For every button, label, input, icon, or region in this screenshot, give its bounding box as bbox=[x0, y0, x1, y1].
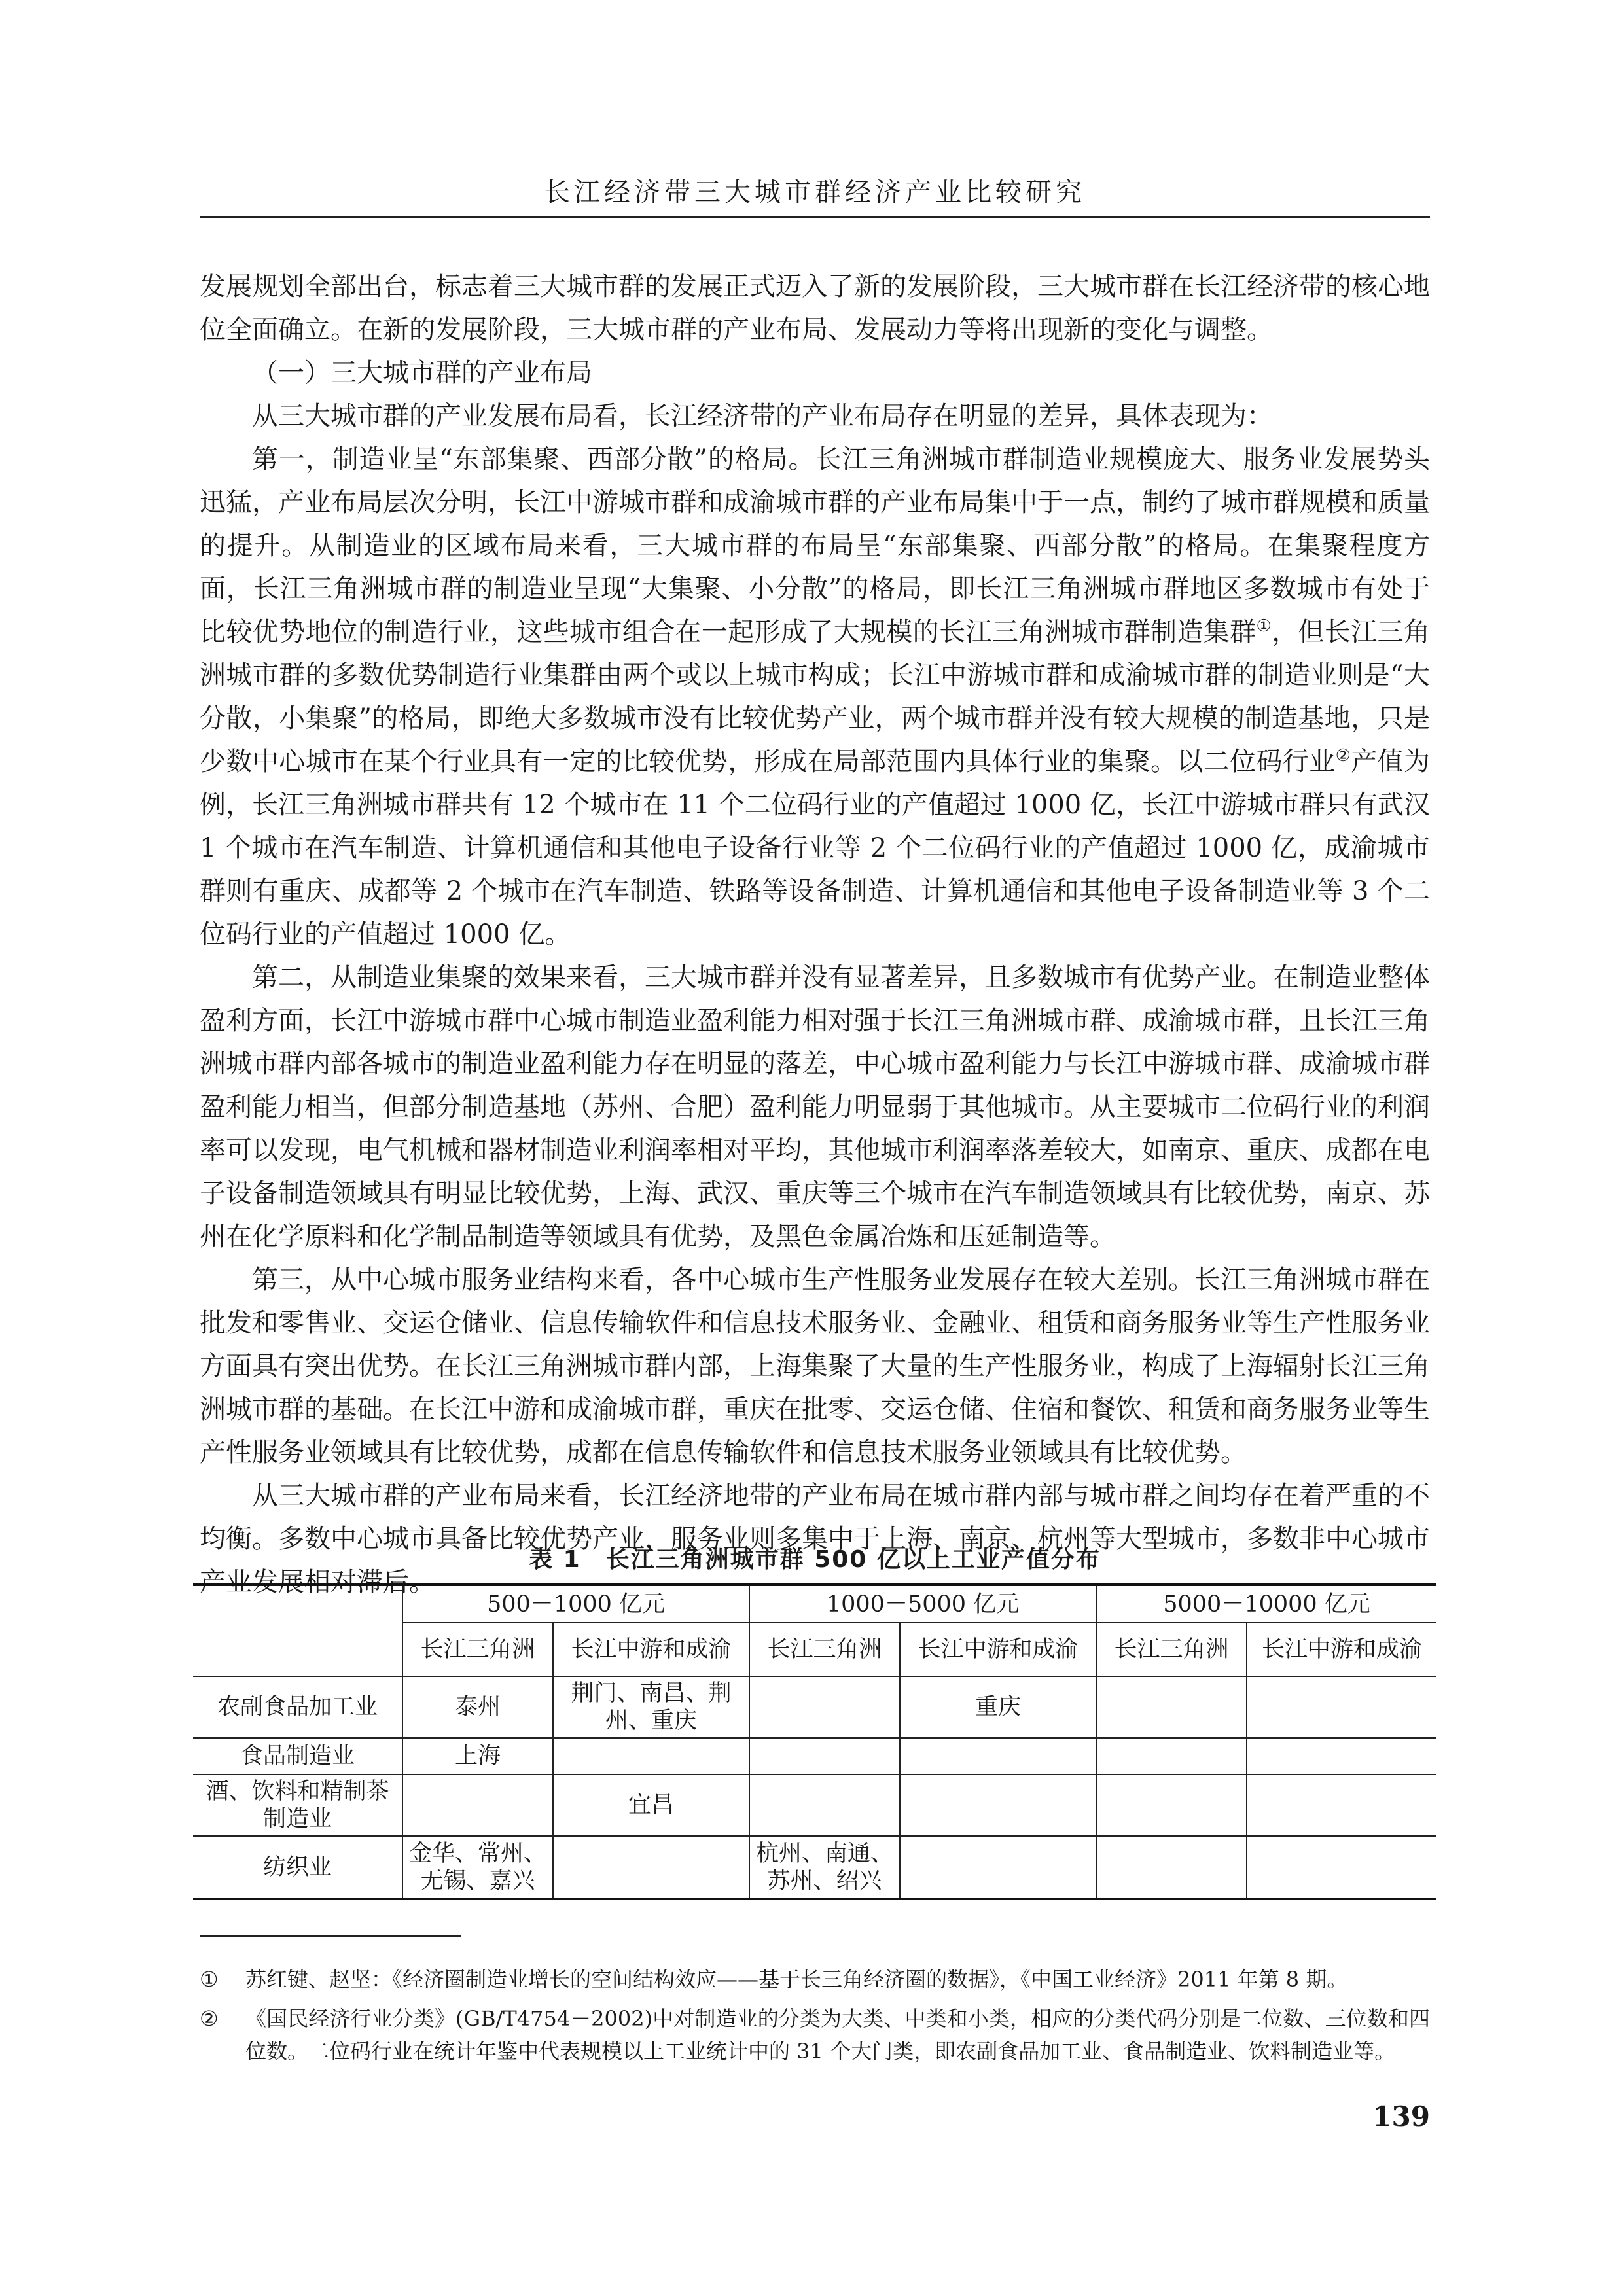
footnote-text: 苏红键、赵坚：《经济圈制造业增长的空间结构效应——基于长三角经济圈的数据》，《中国工业经济》2011 年第 8 期。 bbox=[245, 1967, 1348, 1992]
table-group-header: 1000－5000 亿元 bbox=[749, 1585, 1096, 1623]
footnote-2 bbox=[200, 2002, 1430, 2068]
paragraph-3-part-1: 第一，制造业呈“东部集聚、西部分散”的格局。长江三角洲城市群制造业规模庞大、服务业发展势头迅猛，产业布局层次分明，长江中游城市群和成渝城市群的产业布局集中于一点，制约了城市群规模和质量的提升。从制造业的区域布局来看，三大城市群的布局呈“东部集聚、西部分散”的格局。在集聚程度方面，长江三角洲城市群的制造业呈现“大集聚、小分散”的格局，即长江三角洲城市群地区多数城市有处于比较优势地位的制造行业，这些城市组合在一起形成了大规模的长江三角洲城市群制造集群 bbox=[200, 444, 1430, 647]
paragraph-6: 从三大城市群的产业布局来看，长江经济地带的产业布局在城市群内部与城市群之间均存在着严重的不均衡。多数中心城市具备比较优势产业，服务业则多集中于上海、南京、杭州等大型城市，多数非中心城市产业发展相对滞后。 bbox=[200, 1481, 1430, 1597]
table-cell bbox=[402, 1775, 553, 1836]
footnote-1 bbox=[200, 1963, 1430, 1996]
table-cell bbox=[1247, 1836, 1436, 1899]
table-corner-cell bbox=[193, 1585, 402, 1676]
table-cell: 宜昌 bbox=[553, 1775, 749, 1836]
footnote-ref-1[interactable]: ① bbox=[1256, 616, 1272, 636]
table-cell: 泰州 bbox=[402, 1676, 553, 1738]
table-cell bbox=[553, 1738, 749, 1775]
table-subheader: 长江三角洲 bbox=[402, 1623, 553, 1676]
table-subheader: 长江三角洲 bbox=[749, 1623, 900, 1676]
paragraph-3 bbox=[200, 438, 1430, 956]
paragraph-1: 发展规划全部出台，标志着三大城市群的发展正式迈入了新的发展阶段，三大城市群在长江经济带的核心地位全面确立。在新的发展阶段，三大城市群的产业布局、发展动力等将出现新的变化与调整。 bbox=[200, 272, 1430, 345]
table-cell: 重庆 bbox=[900, 1676, 1096, 1738]
table-row bbox=[193, 1775, 1436, 1836]
running-head: 长江经济带三大城市群经济产业比较研究 bbox=[544, 177, 1086, 207]
table-row bbox=[193, 1836, 1436, 1899]
table-cell bbox=[1096, 1836, 1247, 1899]
table-cell bbox=[1247, 1738, 1436, 1775]
table-cell bbox=[900, 1836, 1096, 1899]
table-row-label: 农副食品加工业 bbox=[193, 1676, 402, 1738]
table-cell: 荆门、南昌、荆州、重庆 bbox=[553, 1676, 749, 1738]
table-cell bbox=[900, 1775, 1096, 1836]
table-cell bbox=[900, 1738, 1096, 1775]
table-row-label: 纺织业 bbox=[193, 1836, 402, 1899]
table-cell bbox=[553, 1836, 749, 1899]
table-subheader: 长江三角洲 bbox=[1096, 1623, 1247, 1676]
table-cell bbox=[749, 1676, 900, 1738]
table-subheader: 长江中游和成渝 bbox=[553, 1623, 749, 1676]
table-subheader: 长江中游和成渝 bbox=[900, 1623, 1096, 1676]
page-number: 139 bbox=[1372, 2100, 1430, 2132]
table-row-label: 酒、饮料和精制茶制造业 bbox=[193, 1775, 402, 1836]
table-row bbox=[193, 1738, 1436, 1775]
table-cell bbox=[749, 1775, 900, 1836]
table-group-header-row bbox=[193, 1585, 1436, 1623]
paragraph-3-part-3: 产值为例，长江三角洲城市群共有 12 个城市在 11 个二位码行业的产值超过 1000 亿，长江中游城市群只有武汉 1 个城市在汽车制造、计算机通信和其他电子设备行业等 2 个二位码行业的产值超过 1000 亿，成渝城市群则有重庆、成都等 2 个城市在汽车制造、铁路等设备制造、计算机通信和其他电子设备制造业等 3 个二位码行业的产值超过 1000 亿。 bbox=[200, 747, 1431, 949]
table-cell bbox=[1096, 1775, 1247, 1836]
table-group-header: 500－1000 亿元 bbox=[402, 1585, 749, 1623]
header-rule bbox=[200, 216, 1430, 218]
paragraph-2: 从三大城市群的产业发展布局看，长江经济带的产业布局存在明显的差异，具体表现为： bbox=[252, 401, 1273, 431]
footnote-ref-2[interactable]: ② bbox=[1335, 746, 1351, 766]
section-heading: （一）三大城市群的产业布局 bbox=[252, 358, 592, 388]
table-subheader: 长江中游和成渝 bbox=[1247, 1623, 1436, 1676]
table-cell bbox=[1247, 1676, 1436, 1738]
table-group-header: 5000－10000 亿元 bbox=[1096, 1585, 1436, 1623]
table-cell bbox=[1096, 1676, 1247, 1738]
table-cell: 上海 bbox=[402, 1738, 553, 1775]
table-row bbox=[193, 1676, 1436, 1738]
table-row-label: 食品制造业 bbox=[193, 1738, 402, 1775]
table-caption: 表 1 长江三角洲城市群 500 亿以上工业产值分布 bbox=[529, 1546, 1101, 1573]
table-cell: 杭州、南通、苏州、绍兴 bbox=[749, 1836, 900, 1899]
table-cell bbox=[1096, 1738, 1247, 1775]
table-cell: 金华、常州、无锡、嘉兴 bbox=[402, 1836, 553, 1899]
table-cell bbox=[1247, 1775, 1436, 1836]
footnote-text: 《国民经济行业分类》(GB/T4754－2002)中对制造业的分类为大类、中类和小类，相应的分类代码分别是二位数、三位数和四位数。二位码行业在统计年鉴中代表规模以上工业统计中的 31 个大门类，即农副食品加工业、食品制造业、饮料制造业等。 bbox=[245, 2006, 1430, 2064]
paragraph-3-part-2: ，但长江三角洲城市群的多数优势制造行业集群由两个或以上城市构成；长江中游城市群和成渝城市群的制造业则是“大分散，小集聚”的格局，即绝大多数城市没有比较优势产业，两个城市群并没有较大规模的制造基地，只是少数中心城市在某个行业具有一定的比较优势，形成在局部范围内具体行业的集聚。以二位码行业 bbox=[200, 617, 1431, 777]
paragraph-5: 第三，从中心城市服务业结构来看，各中心城市生产性服务业发展存在较大差别。长江三角洲城市群在批发和零售业、交运仓储业、信息传输软件和信息技术服务业、金融业、租赁和商务服务业等生产性服务业方面具有突出优势。在长江三角洲城市群内部，上海集聚了大量的生产性服务业，构成了上海辐射长江三角洲城市群的基础。在长江中游和成渝城市群，重庆在批零、交运仓储、住宿和餐饮、租赁和商务服务业等生产性服务业领域具有比较优势，成都在信息传输软件和信息技术服务业领域具有比较优势。 bbox=[200, 1265, 1430, 1468]
footnote-mark: ② bbox=[200, 2006, 219, 2031]
data-table bbox=[193, 1583, 1436, 1900]
footnote-mark: ① bbox=[200, 1967, 219, 1992]
paragraph-4: 第二，从制造业集聚的效果来看，三大城市群并没有显著差异，且多数城市有优势产业。在制造业整体盈利方面，长江中游城市群中心城市制造业盈利能力相对强于长江三角洲城市群、成渝城市群，且长江三角洲城市群内部各城市的制造业盈利能力存在明显的落差，中心城市盈利能力与长江中游城市群、成渝城市群盈利能力相当，但部分制造基地（苏州、合肥）盈利能力明显弱于其他城市。从主要城市二位码行业的利润率可以发现，电气机械和器材制造业利润率相对平均，其他城市利润率落差较大，如南京、重庆、成都在电子设备制造领域具有明显比较优势，上海、武汉、重庆等三个城市在汽车制造领域具有比较优势，南京、苏州在化学原料和化学制品制造等领域具有优势，及黑色金属冶炼和压延制造等。 bbox=[200, 963, 1430, 1252]
footnotes bbox=[200, 1963, 1430, 2074]
table-cell bbox=[749, 1738, 900, 1775]
body-text bbox=[200, 265, 1430, 1604]
footnote-rule bbox=[200, 1935, 461, 1937]
